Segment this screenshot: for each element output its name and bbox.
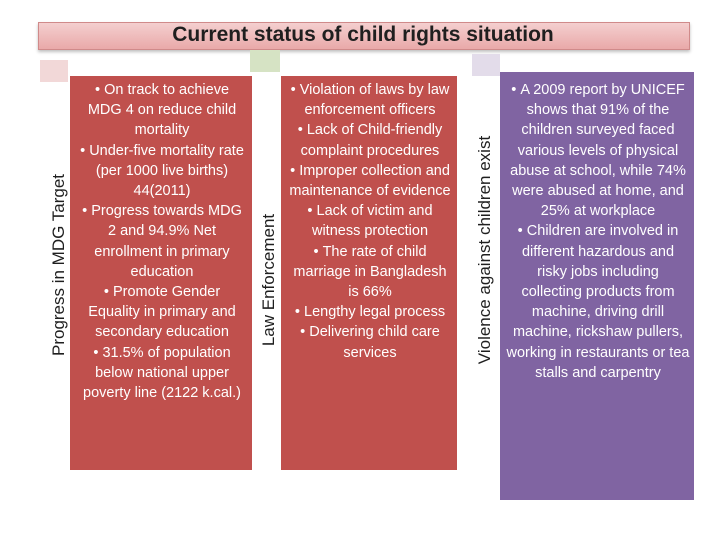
list-item: • Lack of Child-friendly complaint procedures	[287, 120, 453, 160]
panel-violence	[500, 72, 694, 500]
marker-square-lavender	[472, 54, 500, 76]
section-label-law-enforcement: Law Enforcement	[259, 213, 279, 347]
progress-mdg-list	[78, 80, 246, 403]
list-item: • Violation of laws by law enforcement officers	[287, 80, 453, 120]
page-title: Current status of child rights situation	[172, 23, 554, 46]
marker-square-pink	[40, 60, 68, 82]
panel-law-enforcement	[281, 76, 457, 470]
list-item: • Progress towards MDG 2 and 94.9% Net enrollment in primary education	[78, 201, 246, 282]
violence-list	[506, 80, 690, 383]
section-label-violence: Violence against children exist	[475, 135, 495, 365]
list-item: • Delivering child care services	[287, 322, 453, 362]
law-enforcement-list	[287, 80, 453, 363]
marker-square-green	[250, 50, 280, 72]
list-item: • Lack of victim and witness protection	[287, 201, 453, 241]
panel-progress-mdg	[70, 76, 252, 470]
list-item: • 31.5% of population below national upper poverty line (2122 k.cal.)	[78, 343, 246, 404]
list-item: • Lengthy legal process	[287, 302, 453, 322]
list-item: • On track to achieve MDG 4 on reduce child mortality	[78, 80, 246, 141]
list-item: • Improper collection and maintenance of evidence	[287, 161, 453, 201]
section-label-progress-mdg: Progress in MDG Target	[49, 173, 68, 357]
list-item: • Children are involved in different hazardous and risky jobs including collecting products from machine, driving drill machine, rickshaw pullers, working in restaurants or tea stalls and carpentry	[506, 221, 690, 383]
list-item: • The rate of child marriage in Bangladesh is 66%	[287, 242, 453, 303]
list-item: • Under-five mortality rate (per 1000 live births) 44(2011)	[78, 141, 246, 202]
list-item: • Promote Gender Equality in primary and secondary education	[78, 282, 246, 343]
list-item: • A 2009 report by UNICEF shows that 91% of the children surveyed faced various levels of physical abuse at school, while 74% were abused at home, and 25% at workplace	[506, 80, 690, 221]
